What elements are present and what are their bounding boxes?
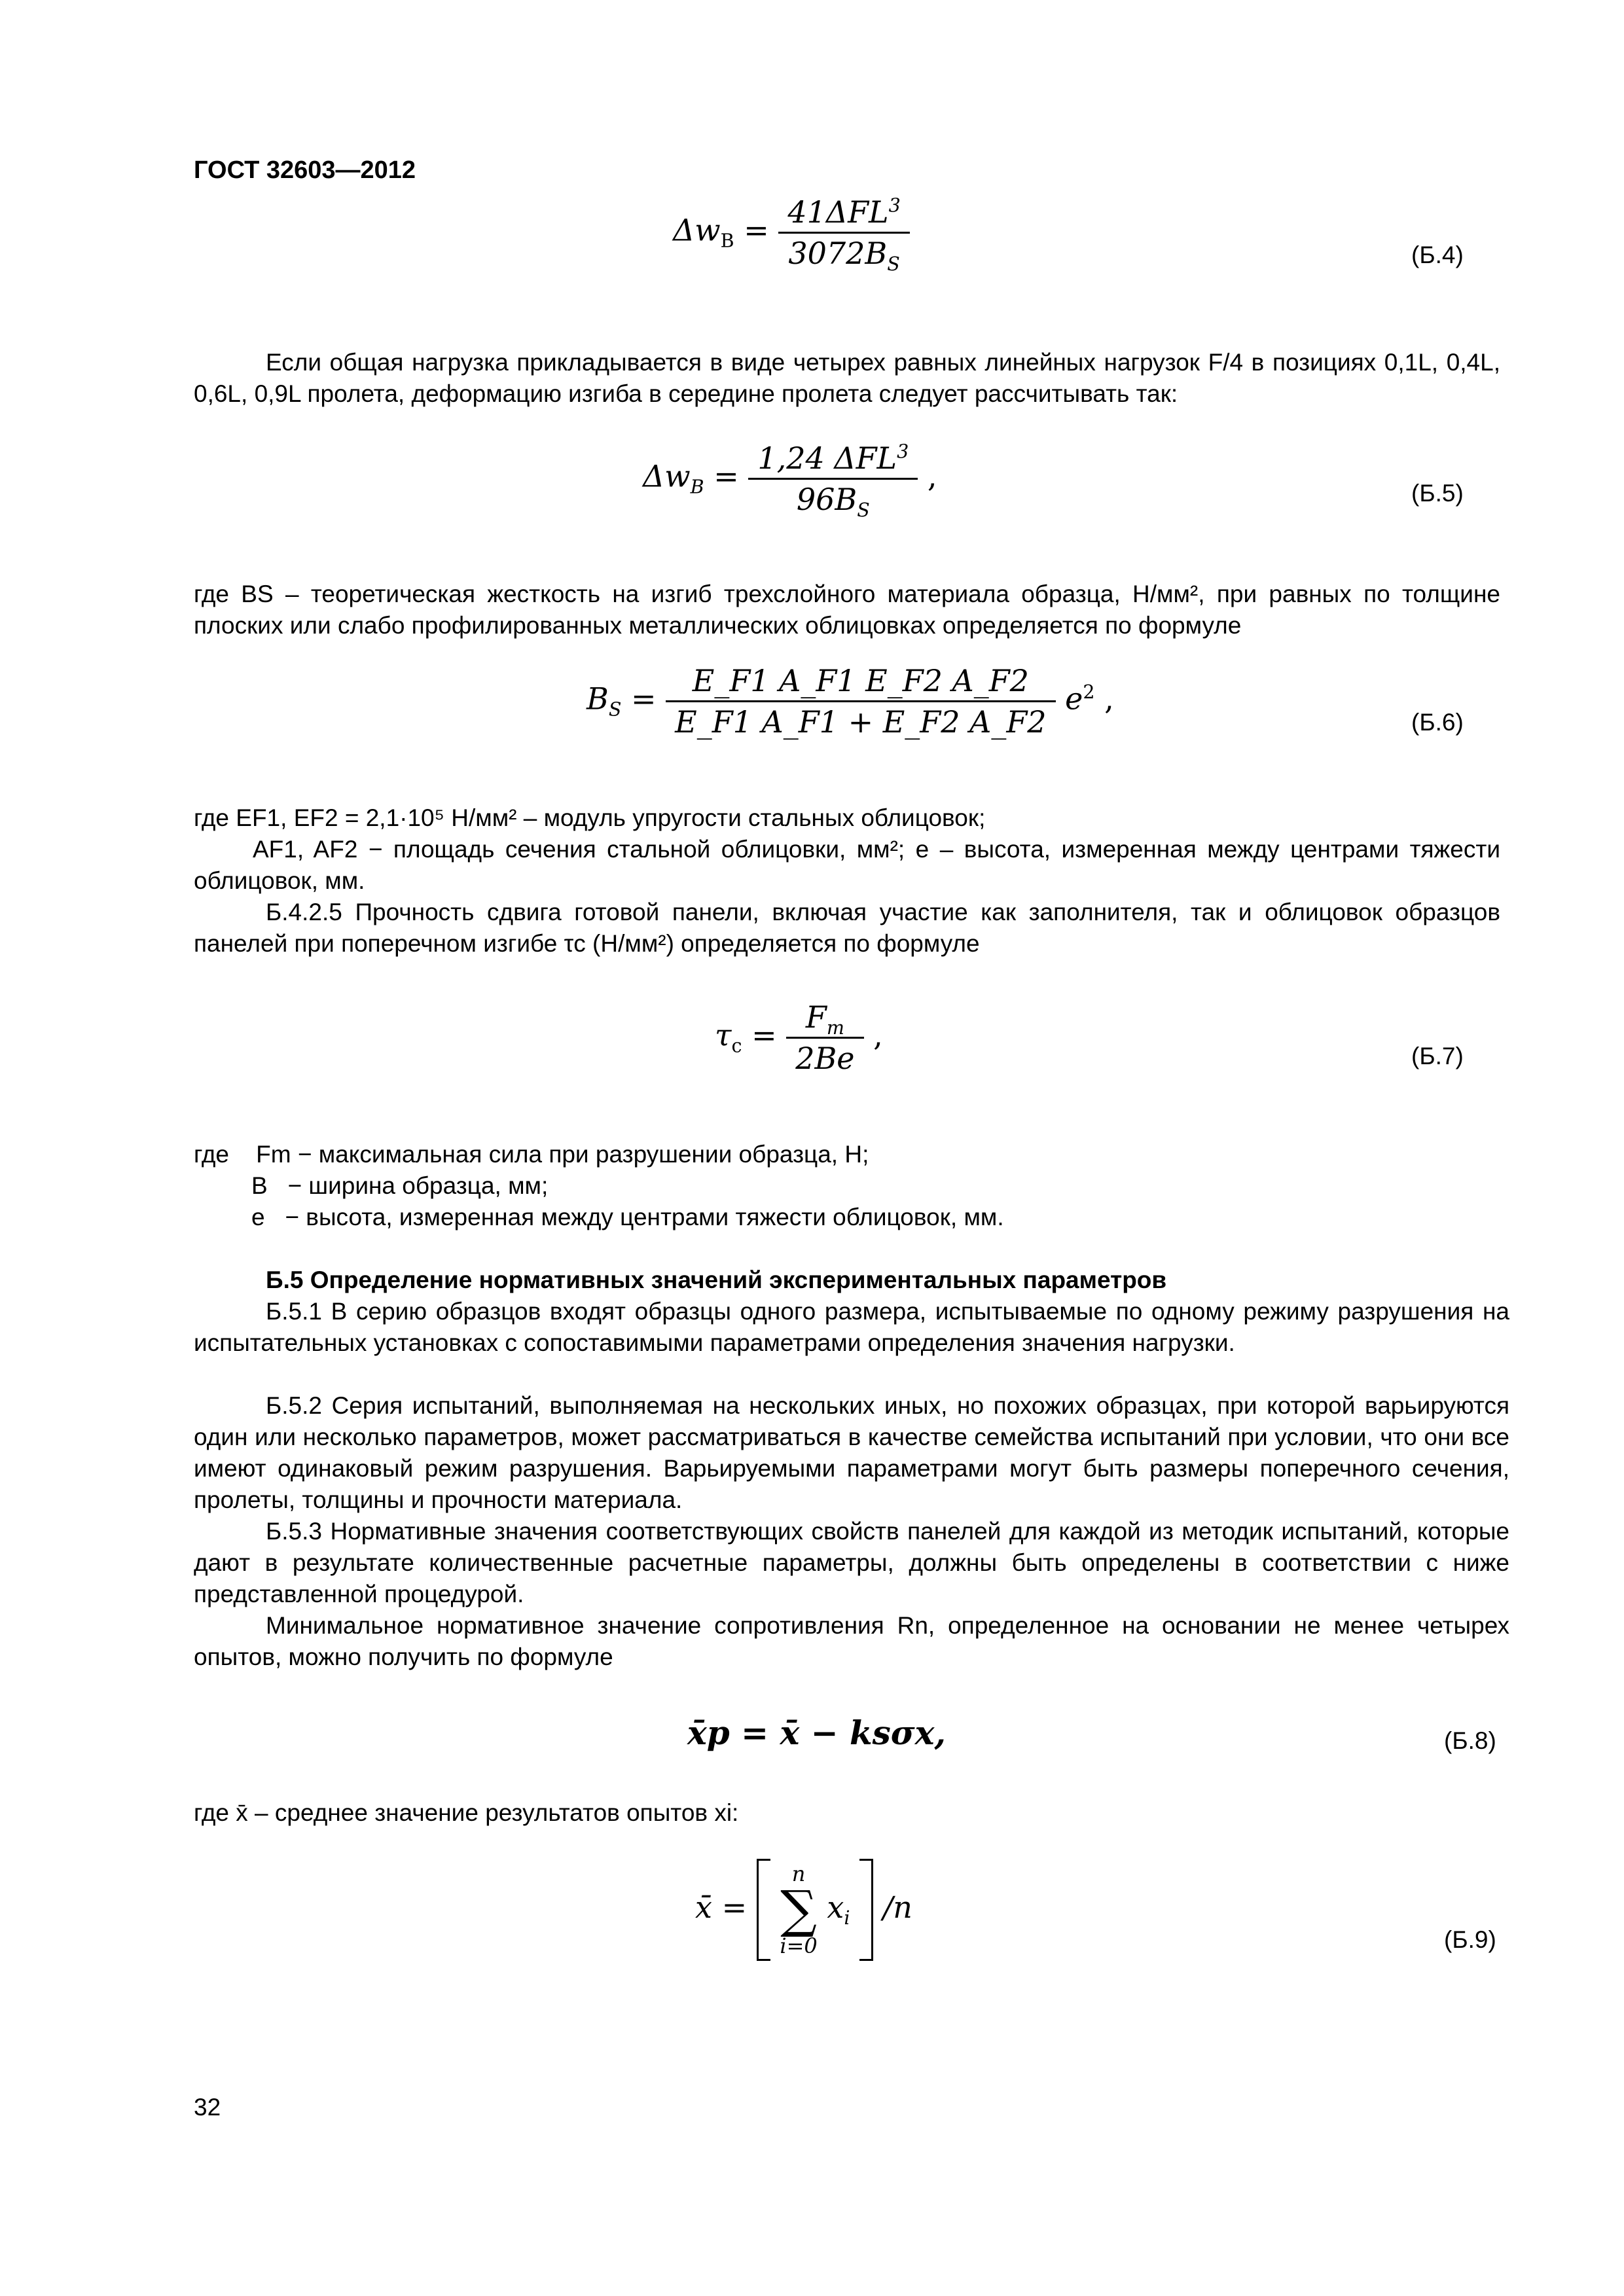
right-bracket [859,1859,873,1961]
equation-b7: $\tau_c$ = $\frac{F_m}{2Be}$ , [715,999,883,1076]
eq-b5-lhs-sub: B [690,476,704,498]
where-fm: где Fm − максимальная сила при разрушении образца, Н; [194,1141,869,1168]
equation-b4: $\Delta w_B$ = $\frac{41\Delta FL^3}{3072B_S}$ [673,196,910,269]
eq-b7-lhs-sub: c [731,1035,742,1057]
where-b: B − ширина образца, мм; [251,1172,549,1199]
eq-b5-lhs: Δw [643,458,691,494]
paragraph-b51: Б.5.1 В серию образцов входят образцы одного размера, испытываемые по одному режиму разрушения на испытательных установках с сопоставимыми параметрами определения значения нагрузки. [194,1298,1509,1356]
where-ef: где EF1, EF2 = 2,1·10⁵ Н/мм² – модуль упругости стальных облицовок; [194,804,986,831]
where-e: e − высота, измеренная между центрами тяжести облицовок, мм. [251,1204,1004,1230]
eq-b7-numerator: F [805,999,827,1035]
equation-b5: $\Delta w_B$ = $\frac{1,24 \Delta FL^3}{96B_S}$ , [643,440,937,522]
standard-header: ГОСТ 32603—2012 [194,156,416,184]
equation-b9-number: (Б.9) [1444,1926,1496,1953]
eq-b5-numerator: 1,24 ΔFL [757,440,897,476]
paragraph-b52: Б.5.2 Серия испытаний, выполняемая на нескольких иных, но похожих образцах, при которой варьируются один или несколько параметров, может рассматриваться в качестве семейства испытаний при условии, что они все имеют одинаковый режим разрушения. Варьируемыми параметрами могут быть размеры поперечного сечения, пролеты, толщины и прочности материала. [194,1392,1509,1513]
eq-b5-trail: , [927,458,937,494]
page-number: 32 [194,2094,221,2121]
eq-b4-lhs: Δw [673,212,721,248]
eq-b5-num-sup: 3 [897,440,909,463]
eq-b4-num-sup: 3 [888,194,901,217]
equation-b4-number: (Б.4) [1411,242,1464,268]
eq-b6-trail: , [1104,681,1114,717]
eq-b9-tail: /n [882,1890,912,1925]
eq-b6-factor: e [1065,681,1083,717]
eq-b6-denominator: E_F1 A_F1 + E_F2 A_F2 [666,700,1055,738]
equation-b6: $B_S$ = $\frac{E\_F1 A\_F1 E\_F2 A\_F2}{E\_F1 A\_F1 + E\_F2 A\_F2}$ $e^2$ , [586,663,1114,740]
eq-b4-numerator: 41ΔFL [787,194,889,230]
summation: n ∑ i=0 [780,1861,818,1958]
eq-b5-den-sub: S [857,499,870,522]
eq-b9-term-sub: i [844,1907,850,1929]
eq-b4-den-sub: S [887,253,900,276]
eq-b4-denominator: 3072B [788,236,888,271]
equation-b5-number: (Б.5) [1411,480,1464,507]
section-b5-heading: Б.5 Определение нормативных значений экспериментальных параметров [266,1266,1167,1293]
paragraph-bs-definition: где BS – теоретическая жесткость на изгиб трехслойного материала образца, Н/мм², при равных по толщине плоских или слабо профилированных металлических облицовках определяется по формуле [194,581,1500,639]
eq-b7-lhs: τ [715,1017,732,1053]
eq-b9-term: x [827,1890,844,1925]
sum-lower-limit: i=0 [780,1933,818,1958]
equation-b6-number: (Б.6) [1411,709,1464,736]
equation-b7-number: (Б.7) [1411,1043,1464,1069]
equation-b8-number: (Б.8) [1444,1727,1496,1754]
sum-upper-limit: n [791,1861,806,1886]
where-af: AF1, AF2 − площадь сечения стальной облицовки, мм²; e – высота, измеренная между центрами тяжести облицовок, мм. [194,836,1500,894]
where-xbar: где x̄ – среднее значение результатов опытов xi: [194,1799,739,1826]
paragraph-min-value: Минимальное нормативное значение сопротивления Rn, определенное на основании не менее четырех опытов, можно получить по формуле [194,1612,1509,1670]
eq-b6-lhs: B [586,681,609,717]
eq-b6-lhs-sub: S [608,698,622,721]
eq-b7-trail: , [873,1017,883,1053]
paragraph-b53: Б.5.3 Нормативные значения соответствующих свойств панелей для каждой из методик испытаний, которые дают в результате количественные расчетные параметры, должны быть определены в соответствии с ниже представленной процедурой. [194,1518,1509,1607]
eq-b6-numerator: E_F1 A_F1 E_F2 A_F2 [692,663,1029,698]
paragraph-b425: Б.4.2.5 Прочность сдвига готовой панели, включая участие как заполнителя, так и облицовок образцов панелей при поперечном изгибе τc (Н/мм²) определяется по формуле [194,899,1500,957]
eq-b5-denominator: 96B [796,482,857,517]
eq-b7-denominator: 2Be [786,1037,863,1074]
eq-b4-lhs-sub: B [720,230,734,252]
paragraph-load-positions: Если общая нагрузка прикладывается в виде четырех равных линейных нагрузок F/4 в позициях 0,1L, 0,4L, 0,6L, 0,9L пролета, деформацию изгиба в середине пролета следует рассчитывать так: [194,349,1500,407]
eq-b6-factor-sup: 2 [1083,681,1095,704]
eq-b7-num-sub: m [826,1017,844,1039]
eq-b9-lhs: x̄ [695,1890,712,1925]
equation-b8: x̄p = x̄ − ksσx, [687,1713,946,1752]
equation-b9: x̄ = n ∑ i=0 $x_i$ /n [695,1859,912,1961]
left-bracket [757,1859,770,1961]
